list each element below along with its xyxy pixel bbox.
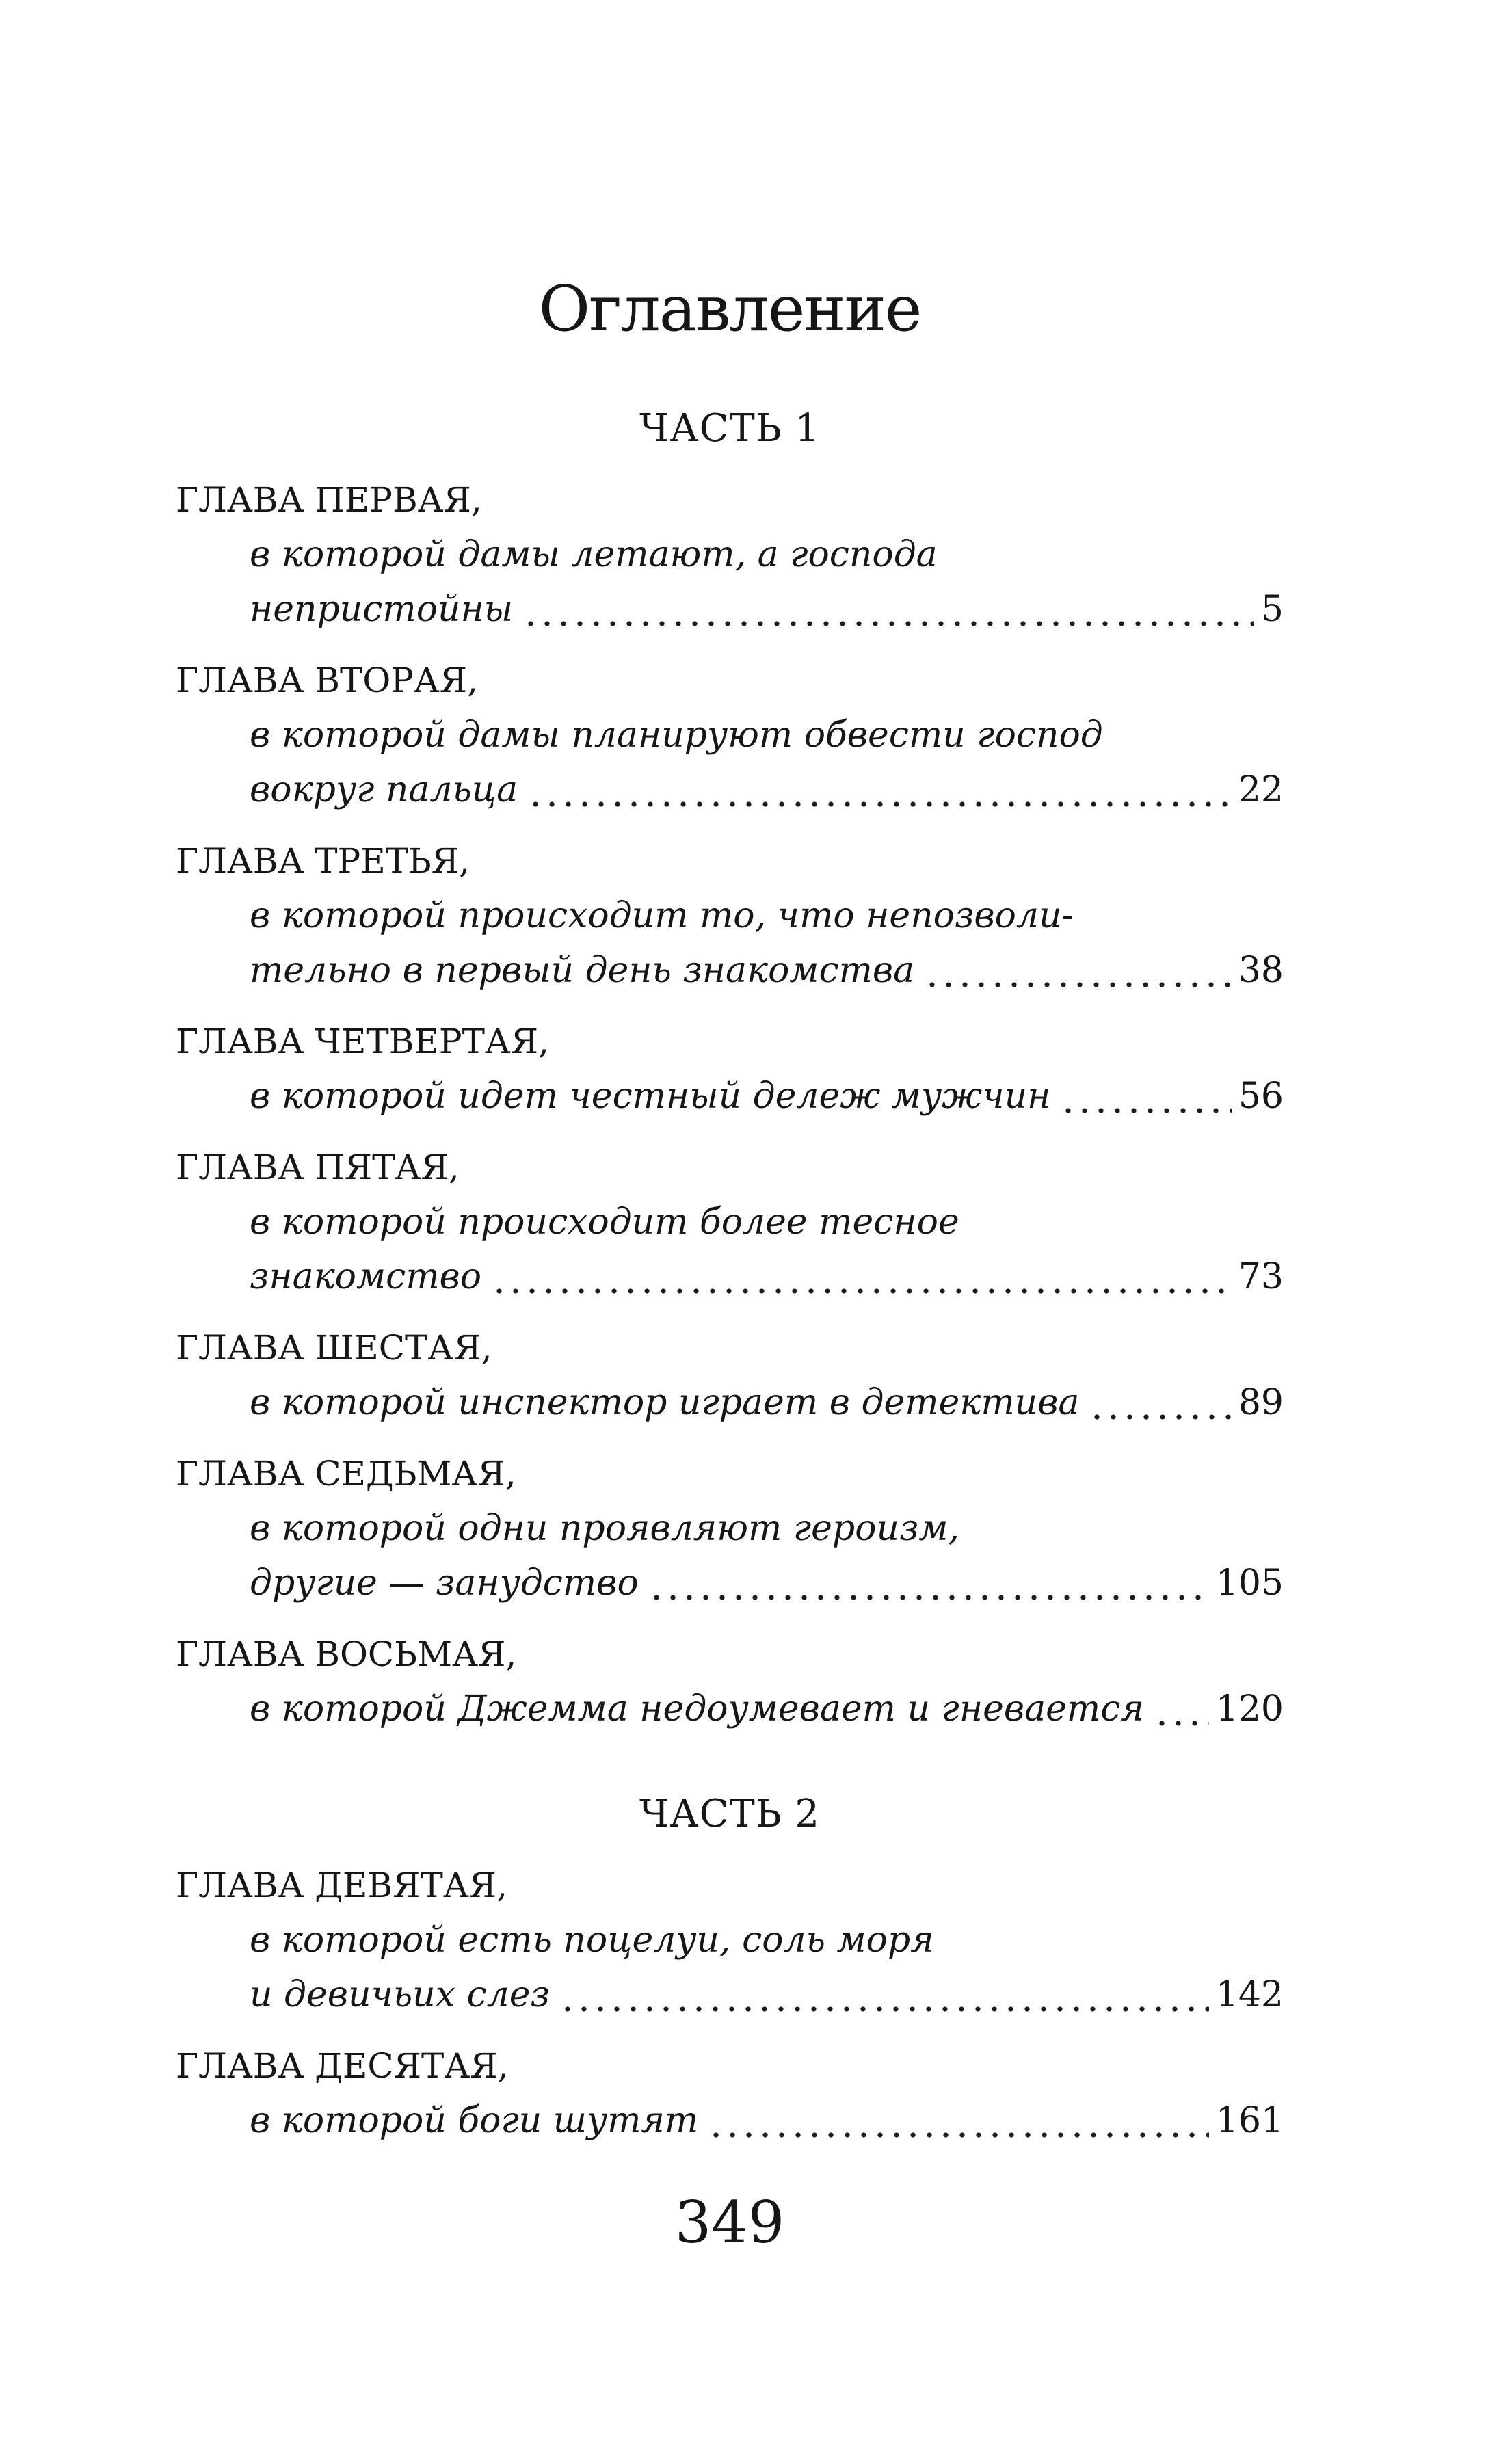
chapter-heading: ГЛАВА ЧЕТВЕРТАЯ, (176, 1022, 550, 1061)
chapter-description-line: в которой боги шутят (250, 2100, 699, 2141)
toc-entry-chapter-6 (176, 1320, 1284, 1430)
chapter-description-line: вокруг пальца (250, 769, 518, 810)
chapter-heading: ГЛАВА ДЕСЯТАЯ, (176, 2046, 509, 2086)
chapter-heading: ГЛАВА ПЯТАЯ, (176, 1147, 460, 1187)
toc-entry-chapter-10 (176, 2039, 1284, 2148)
chapter-leader-line (176, 2093, 1284, 2148)
chapter-heading: ГЛАВА ВОСЬМАЯ, (176, 1634, 517, 1674)
chapter-heading: ГЛАВА ВТОРАЯ, (176, 661, 479, 700)
dot-leader (1151, 1682, 1209, 1736)
chapter-page-number: 38 (1238, 950, 1284, 991)
chapter-description-line: тельно в первый день знакомства (250, 950, 915, 991)
toc-title: Оглавление (538, 272, 921, 345)
chapter-description-line: в которой происходит то, что непозволи- (250, 895, 1074, 936)
dot-leader (525, 762, 1232, 817)
chapter-leader-line (176, 1556, 1284, 1610)
chapter-page-number: 120 (1215, 1688, 1284, 1729)
chapter-page-number: 142 (1215, 1974, 1284, 2015)
toc-entry-chapter-7 (176, 1446, 1284, 1610)
page-number-folio: 349 (674, 2189, 785, 2256)
chapter-heading: ГЛАВА ПЕРВАЯ, (176, 480, 482, 520)
chapter-heading: ГЛАВА ШЕСТАЯ, (176, 1328, 492, 1368)
dot-leader (646, 1556, 1209, 1610)
chapter-leader-line (176, 1249, 1284, 1304)
part-1-label: ЧАСТЬ 1 (639, 406, 821, 451)
chapter-leader-line (176, 1967, 1284, 2022)
toc-entry-chapter-9 (176, 1858, 1284, 2022)
chapter-description-line: и девичьих слез (250, 1974, 550, 2015)
dot-leader (1057, 1069, 1231, 1124)
chapter-page-number: 5 (1260, 589, 1284, 630)
chapter-heading: ГЛАВА ТРЕТЬЯ, (176, 841, 470, 881)
dot-leader (557, 1967, 1209, 2022)
chapter-leader-line (176, 762, 1284, 817)
chapter-leader-line (176, 1682, 1284, 1736)
chapter-description-line: в которой Джемма недоумевает и гневается (250, 1688, 1144, 1729)
chapter-description-line: в которой дамы летают, а господа (250, 534, 938, 575)
toc-entry-chapter-5 (176, 1140, 1284, 1304)
dot-leader (488, 1249, 1232, 1304)
chapter-description-line: знакомство (250, 1256, 482, 1297)
dot-leader (520, 582, 1254, 637)
chapter-leader-line (176, 1069, 1284, 1124)
toc-entry-chapter-8 (176, 1627, 1284, 1736)
part-2-label: ЧАСТЬ 2 (639, 1792, 821, 1836)
toc-entry-chapter-1 (176, 473, 1284, 637)
chapter-description-line: другие — занудство (250, 1563, 639, 1604)
chapter-description-line: в которой инспектор играет в детектива (250, 1382, 1080, 1423)
chapter-heading: ГЛАВА СЕДЬМАЯ, (176, 1454, 516, 1494)
toc-entry-chapter-3 (176, 834, 1284, 998)
toc-entry-chapter-4 (176, 1014, 1284, 1124)
chapter-page-number: 161 (1215, 2100, 1284, 2141)
chapter-heading: ГЛАВА ДЕВЯТАЯ, (176, 1866, 507, 1905)
chapter-page-number: 105 (1215, 1563, 1284, 1604)
chapter-page-number: 89 (1238, 1382, 1284, 1423)
chapter-page-number: 56 (1238, 1076, 1284, 1117)
chapter-description-line: в которой дамы планируют обвести господ (250, 715, 1103, 756)
chapter-description-line: в которой происходит более тесное (250, 1202, 959, 1243)
dot-leader (1086, 1375, 1231, 1430)
chapter-leader-line (176, 582, 1284, 637)
table-of-contents (176, 272, 1284, 2256)
chapter-description-line: в которой идет честный дележ мужчин (250, 1076, 1051, 1117)
toc-entry-chapter-2 (176, 653, 1284, 817)
chapter-description-line: непристойны (250, 589, 514, 630)
dot-leader (921, 943, 1232, 998)
chapter-leader-line (176, 943, 1284, 998)
dot-leader (705, 2093, 1209, 2148)
chapter-page-number: 22 (1238, 769, 1284, 810)
chapter-description-line: в которой есть поцелуи, соль моря (250, 1920, 934, 1961)
chapter-leader-line (176, 1375, 1284, 1430)
chapter-description-line: в которой одни проявляют героизм, (250, 1508, 959, 1549)
chapter-page-number: 73 (1238, 1256, 1284, 1297)
